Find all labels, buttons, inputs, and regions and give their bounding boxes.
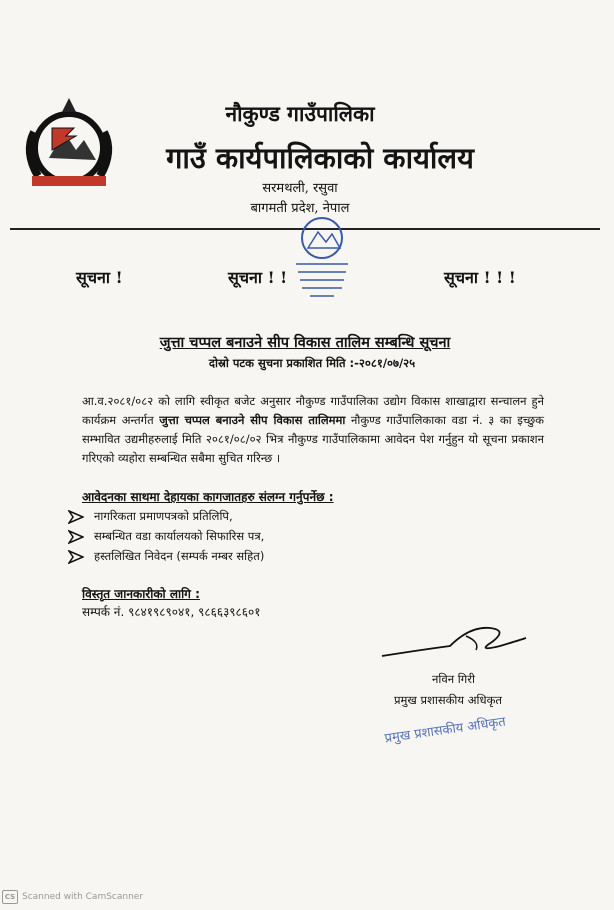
body-part-2: नौकुण्ड गाउँपालिकाका वडा नं. ३ का इच्छुक सम्भावित उद्यमीहरुलाई मिति २०८१/०८/०२ भित्र नौकुण्ड गाउँपालिकामा आवेदन पेश गर्नुहुन यो सूचना प्रकाशन गरिएको व्यहोरा सम्बन्धित सबैमा सुचित गरिन्छ । [82,413,544,465]
notice-label-1: सूचना ! [76,268,123,287]
signature-icon [380,616,530,666]
camscanner-logo-icon: CS [2,890,18,904]
list-item-text: हस्तलिखित निवेदन (सम्पर्क नम्बर सहित) [94,549,265,563]
address-line-2: बागमती प्रदेश, नेपाल [250,201,350,216]
organization-name: नौकुण्ड गाउँपालिका [225,101,375,126]
arrow-bullet-icon [68,530,84,544]
published-date: दोस्रो पटक सुचना प्रकाशित मिति :-२०८१/०७/२५ [208,356,416,370]
list-item-text: सम्बन्धित वडा कार्यालयको सिफारिस पत्र, [94,529,265,543]
list-item [68,529,264,544]
contact-numbers: सम्पर्क नं. ९८४१९८९०४१, ९८६६३९८६०१ [82,605,261,619]
office-name: गाउँ कार्यपालिकाको कार्यालय [166,141,474,175]
body-part-1: आ.व.२०८१/०८२ को लागि स्वीकृत बजेट अनुसार नौकुण्ड गाउँपालिका उद्योग विकास शाखाद्वारा सन्चालन हुने कार्यक्रम अन्तर्गत [82,394,544,427]
designation-stamp: प्रमुख प्रशासकीय अधिकृत [383,714,507,747]
list-item [68,509,233,524]
address-line-1: सरमथली, रसुवा [262,181,338,196]
scanner-watermark [2,890,143,904]
scanner-label: Scanned with CamScanner [22,892,144,902]
list-item-text: नागरिकता प्रमाणपत्रको प्रतिलिपि, [94,509,233,523]
signatory-name: नविन गिरी [432,672,475,686]
notice-label-2: सूचना ! ! [228,268,288,287]
notice-label-3: सूचना ! ! ! [444,268,516,287]
government-emblem-icon [14,92,124,194]
info-heading: विस्तृत जानकारीको लागि : [82,587,200,601]
list-item [68,549,264,564]
attachments-heading: आवेदनका साथमा देहायका कागजातहरु संलग्न गर्नुपर्नेछ : [82,490,334,504]
notice-title: जुत्ता चप्पल बनाउने सीप विकास तालिम सम्बन्धि सूचना [159,335,451,351]
arrow-bullet-icon [68,510,84,524]
body-highlight: जुत्ता चप्पल बनाउने सीप विकास तालिममा [159,413,346,427]
notice-body [82,392,544,468]
arrow-bullet-icon [68,550,84,564]
signatory-title: प्रमुख प्रशासकीय अधिकृत [394,693,502,707]
office-seal-icon [286,214,358,304]
